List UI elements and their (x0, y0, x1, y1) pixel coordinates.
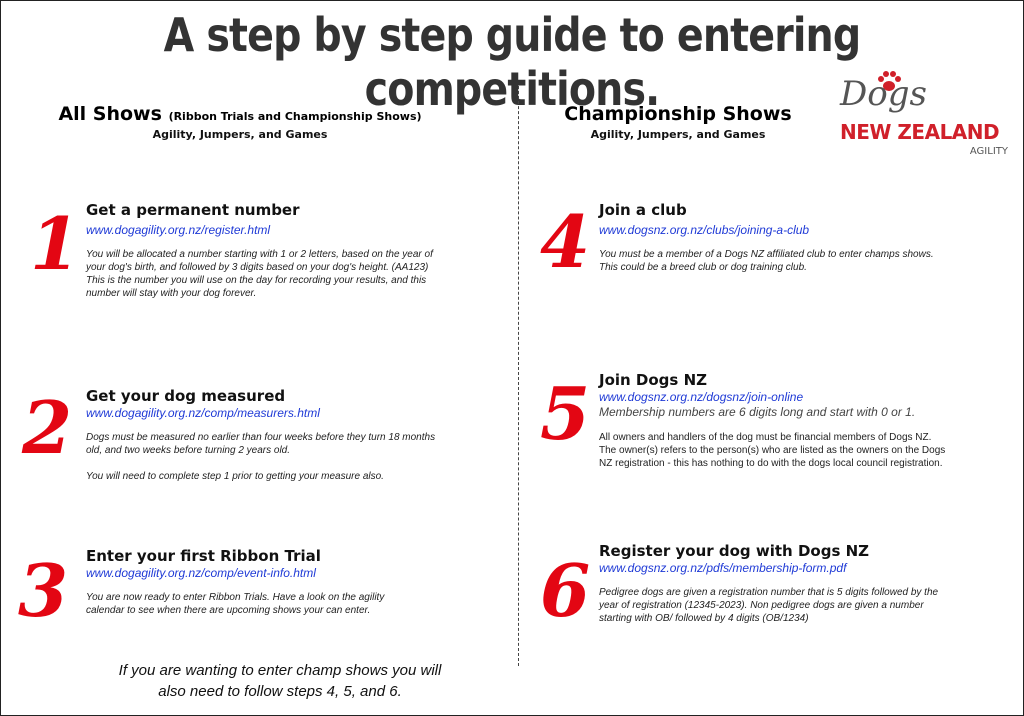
step-link[interactable]: www.dogsnz.org.nz/clubs/joining-a-club (599, 223, 810, 237)
step-number: 6 (540, 548, 591, 633)
step-title: Join a club (599, 201, 687, 219)
step-2 (86, 387, 466, 483)
logo-country: NEW ZEALAND (840, 120, 1000, 144)
body-line: number will stay with your dog forever. (86, 288, 257, 299)
step-number: 4 (540, 199, 591, 284)
body-line: The owner(s) refers to the person(s) who are listed as the owners on the Dogs (599, 445, 946, 456)
step-title: Get your dog measured (86, 387, 286, 405)
step-link[interactable]: www.dogsnz.org.nz/dogsnz/join-online (599, 390, 804, 404)
right-section-header (548, 103, 808, 141)
step-6 (599, 542, 999, 625)
step-title: Enter your first Ribbon Trial (86, 547, 321, 565)
body-line: This is the number you will use on the day for recording your results, and this (86, 275, 427, 286)
logo-word: Dogs (840, 74, 927, 114)
body-line: You will be allocated a number starting with 1 or 2 letters, based on the year of (86, 249, 433, 260)
step-title: Join Dogs NZ (599, 371, 708, 389)
step-5 (599, 371, 999, 470)
body-line: your dog's birth, and followed by 3 digits based on your dog's height. (AA123) (86, 262, 429, 273)
body-line: starting with OB/ followed by 4 digits (OB/1234) (599, 613, 809, 624)
step-link[interactable]: www.dogagility.org.nz/comp/event-info.html (86, 566, 316, 580)
right-heading: Championship Shows (564, 103, 792, 125)
body-line: year of registration (12345-2023). Non pedigree dogs are given a number (599, 600, 924, 611)
step-1 (86, 201, 466, 300)
logo-division: AGILITY (969, 146, 1008, 157)
left-section-title (30, 103, 450, 125)
body-line: NZ registration - this has nothing to do with the dogs local council registration. (599, 458, 943, 469)
body-line: Dogs must be measured no earlier than four weeks before they turn 18 months (86, 432, 436, 443)
step-title: Get a permanent number (86, 201, 300, 219)
body-line: calendar to see when there are upcoming shows your can enter. (86, 605, 371, 616)
body-line: All owners and handlers of the dog must be financial members of Dogs NZ. (599, 432, 932, 443)
body-line: You are now ready to enter Ribbon Trials. Have a look on the agility (86, 592, 385, 603)
left-subheading: Agility, Jumpers, and Games (152, 128, 328, 141)
step-number: 5 (540, 371, 591, 456)
step-link[interactable]: www.dogagility.org.nz/comp/measurers.html (86, 406, 320, 420)
step-title: Register your dog with Dogs NZ (599, 542, 870, 560)
step-number: 1 (30, 201, 81, 286)
step-number: 3 (18, 548, 69, 633)
footer-note (80, 660, 480, 702)
step-body (86, 431, 466, 457)
right-subheading: Agility, Jumpers, and Games (590, 128, 766, 141)
left-heading: All Shows (58, 103, 162, 125)
step-link[interactable]: www.dogsnz.org.nz/pdfs/membership-form.pdf (599, 561, 847, 575)
footer-line: also need to follow steps 4, 5, and 6. (158, 683, 402, 700)
page-title: A step by step guide to entering competitions. (163, 8, 861, 116)
left-heading-paren: (Ribbon Trials and Championship Shows) (168, 110, 422, 123)
body-line: old, and two weeks before turning 2 years old. (86, 445, 291, 456)
body-line: This could be a breed club or dog training club. (599, 262, 807, 273)
step-number: 2 (22, 385, 73, 470)
body-line: You must be a member of a Dogs NZ affiliated club to enter champs shows. (599, 249, 934, 260)
footer-line: If you are wanting to enter champ shows you will (118, 662, 442, 679)
step-link[interactable]: www.dogagility.org.nz/register.html (86, 223, 271, 237)
body-line: Pedigree dogs are given a registration number that is 5 digits followed by the (599, 587, 939, 598)
step-body (599, 431, 999, 470)
step-body (86, 591, 466, 617)
step-4 (599, 201, 979, 274)
step-body (599, 586, 999, 625)
step-body-extra: You will need to complete step 1 prior to getting your measure also. (86, 471, 384, 482)
step-body (599, 248, 979, 274)
step-body (86, 248, 466, 300)
dogs-nz-logo (836, 70, 1016, 162)
column-divider (518, 86, 519, 666)
left-section-header (30, 103, 450, 141)
step-3 (86, 547, 466, 617)
step-note: Membership numbers are 6 digits long and start with 0 or 1. (599, 405, 916, 419)
